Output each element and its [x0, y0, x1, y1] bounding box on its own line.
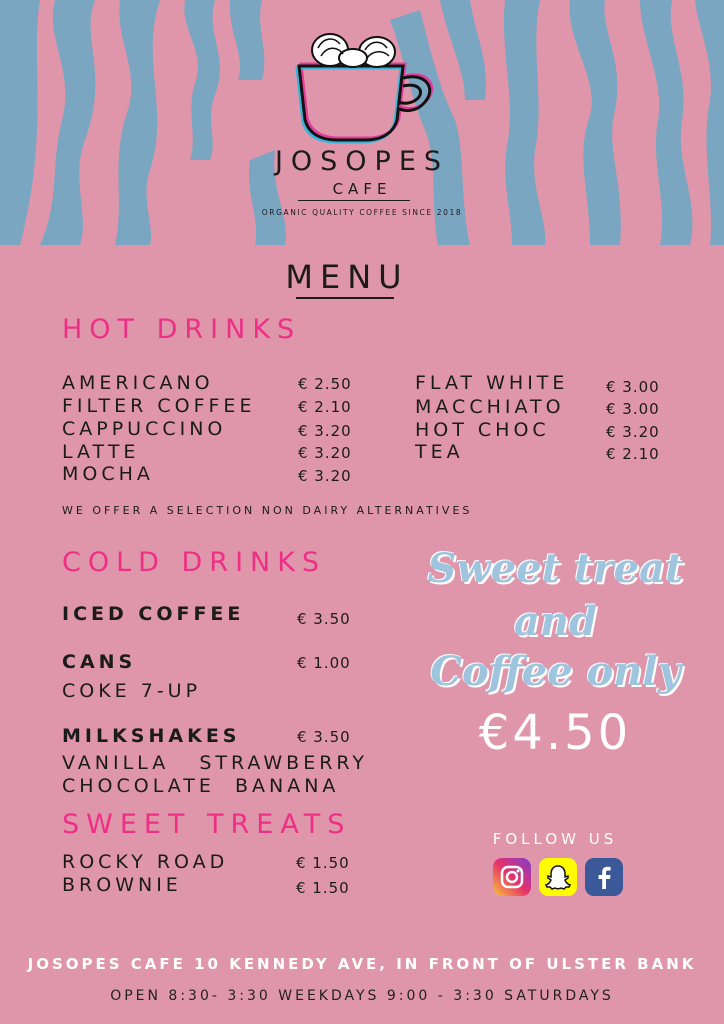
hot-drinks-heading: HOT DRINKS [62, 314, 302, 345]
menu-item-price: € 3.50 [297, 728, 351, 746]
menu-item-name: TEA [415, 441, 464, 463]
promo-line-1: Sweet treat [427, 545, 684, 592]
sweet-treats-heading: SWEET TREATS [62, 809, 352, 840]
dairy-alternatives-note: WE OFFER A SELECTION NON DAIRY ALTERNATIVES [62, 504, 473, 517]
brand-divider [298, 200, 410, 201]
menu-item-name: MACCHIATO [415, 396, 565, 418]
cold-drinks-heading: COLD DRINKS [62, 547, 327, 578]
menu-item-name: FILTER COFFEE [62, 395, 256, 417]
menu-item-name: LATTE [62, 441, 140, 463]
menu-item-price: € 2.10 [298, 398, 352, 416]
menu-item-price: € 3.20 [298, 422, 352, 440]
menu-item-price: € 3.00 [606, 378, 660, 396]
menu-item-price: € 3.00 [606, 400, 660, 418]
menu-item-name: HOT CHOC [415, 419, 550, 441]
milkshake-flavours-line: VANILLA STRAWBERRY [62, 752, 368, 774]
cans-options: COKE 7-UP [62, 680, 202, 702]
menu-item-price: € 2.50 [298, 375, 352, 393]
facebook-icon[interactable] [585, 858, 623, 896]
menu-item-name: MILKSHAKES [62, 725, 241, 747]
menu-item-price: € 1.50 [296, 879, 350, 897]
menu-item-price: € 3.20 [606, 423, 660, 441]
menu-item-name: BROWNIE [62, 874, 182, 896]
follow-us-label: FOLLOW US [492, 830, 618, 848]
promo-line-3: Coffee only [430, 648, 681, 695]
menu-item-price: € 3.20 [298, 467, 352, 485]
brand-subtitle: CAFE [332, 180, 392, 198]
footer-opening-hours: OPEN 8:30- 3:30 WEEKDAYS 9:00 - 3:30 SATURDAYS [110, 988, 614, 1004]
menu-item-name: ROCKY ROAD [62, 851, 229, 873]
menu-title: MENU [285, 258, 409, 296]
menu-item-price: € 1.50 [296, 854, 350, 872]
milkshake-flavours-line: CHOCOLATE BANANA [62, 775, 340, 797]
menu-item-name: CAPPUCCINO [62, 418, 227, 440]
menu-item-name: FLAT WHITE [415, 372, 569, 394]
coffee-cup-logo [285, 28, 440, 148]
brand-name: JOSOPES [274, 146, 450, 177]
footer-address: JOSOPES CAFE 10 KENNEDY AVE, IN FRONT OF ULSTER BANK [27, 955, 697, 973]
instagram-icon[interactable] [493, 858, 531, 896]
menu-item-price: € 3.50 [297, 610, 351, 628]
menu-title-underline [296, 297, 394, 299]
menu-item-name: CANS [62, 651, 137, 673]
brand-tagline: ORGANIC QUALITY COFFEE SINCE 2018 [261, 208, 463, 217]
menu-item-price: € 2.10 [606, 445, 660, 463]
menu-item-name: ICED COFFEE [62, 603, 245, 625]
menu-item-price: € 1.00 [297, 654, 351, 672]
promo-price: €4.50 [478, 705, 632, 761]
menu-item-name: AMERICANO [62, 372, 214, 394]
menu-item-price: € 3.20 [298, 444, 352, 462]
menu-item-name: MOCHA [62, 463, 154, 485]
promo-line-2: and [514, 598, 597, 645]
snapchat-icon[interactable] [539, 858, 577, 896]
